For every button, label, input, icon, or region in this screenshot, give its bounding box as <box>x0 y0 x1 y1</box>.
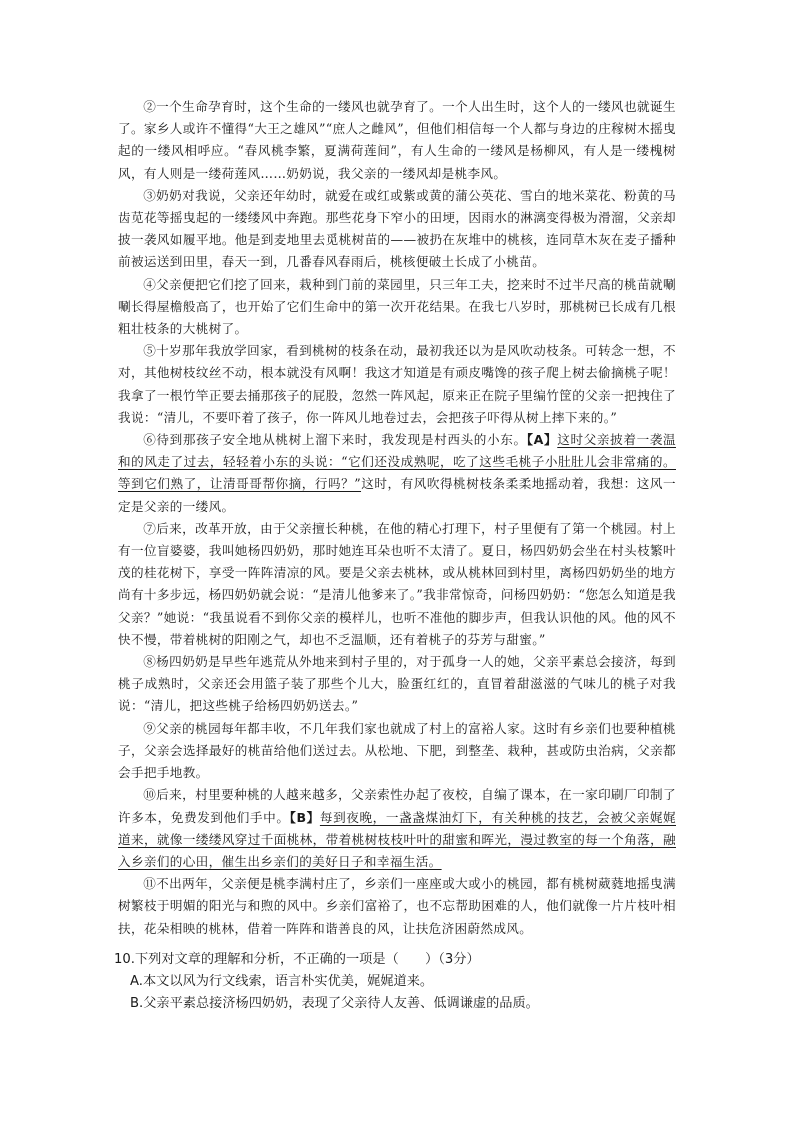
paragraph-4: ④父亲便把它们挖了回来，栽种到门前的菜园里，只三年工夫，挖来时不过半尺高的桃苗就唰唰长得屋檐般高了，也开始了它们生命中的第一次开花结果。在我七八岁时，那桃树已长成有几根粗壮枝条的大桃树了。 <box>118 276 676 337</box>
paragraph-2: ②一个生命孕育时，这个生命的一缕风也就孕育了。一个人出生时，这个人的一缕风也就诞生了。家乡人或许不懂得“大王之雄风”“庶人之雌风”，但他们相信每一个人都与身边的庄稼树木摇曳起的一缕风相呼应。“春风桃李繁，夏满荷莲间”，有人生命的一缕风是杨柳风，有人是一缕槐树风，有人则是一缕荷莲风……奶奶说，我父亲的一缕风却是桃李风。 <box>118 99 676 181</box>
question-10-stem: 10.下列对文章的理解和分析，不正确的一项是（ ）（3分） <box>114 952 480 967</box>
paragraph-6-outro: 这时，有风吹得桃树枝条柔柔地摇动着，我想：这风一定是父亲的一缕风。 <box>118 476 677 514</box>
marker-a: 【A】 <box>526 432 558 448</box>
option-a: A.本文以风为行文线索，语言朴实优美，娓娓道来。 <box>130 974 434 989</box>
paragraph-6-intro: ⑥待到那孩子安全地从桃树上溜下来时，我发现是村西头的小东。 <box>143 432 527 448</box>
marker-b: 【B】 <box>289 809 320 825</box>
reading-passage <box>118 96 676 940</box>
paragraph-5: ⑤十岁那年我放学回家，看到桃树的枝条在动，最初我还以为是风吹动枝条。可转念一想，不对，其他树枝纹丝不动，根本就没有风啊！我这才知道是有顽皮嘴馋的孩子爬上树去偷摘桃子呢！我拿了一根竹竿正要去捅那孩子的屁股，忽然一阵风起，原来正在院子里编竹筐的父亲一把拽住了我说：“清儿，不要吓着了孩子，你一阵风儿地卷过去，会把孩子吓得从树上摔下来的。” <box>118 343 676 425</box>
paragraph-9: ⑨父亲的桃园每年都丰收，不几年我们家也就成了村上的富裕人家。这时有乡亲们也要种植桃子，父亲会选择最好的桃苗给他们送过去。从松地、下肥，到整垄、栽种，甚或防虫治病，父亲都会手把手地教。 <box>118 720 676 781</box>
underlined-sentence-b: 每到夜晚，一盏盏煤油灯下，有关种桃的技艺，会被父亲娓娓道来，就像一缕缕风穿过千面桃林，带着桃树枝枝叶叶的甜蜜和晖光，漫过教室的每一个角落，融入乡亲们的心田，催生出乡亲们的美好日子和幸福生活。 <box>118 809 676 869</box>
paragraph-10 <box>118 784 676 873</box>
paragraph-3: ③奶奶对我说，父亲还年幼时，就爱在或红或紫或黄的蒲公英花、雪白的地米菜花、粉黄的马齿苋花等摇曳起的一缕缕风中奔跑。那些花身下窄小的田埂，因雨水的淋漓变得极为滑溜，父亲却披一袭风如履平地。他是到麦地里去觅桃树苗的——被扔在灰堆中的桃核，连同草木灰在麦子播种前被运送到田里，春天一到，几番春风春雨后，桃核便破土长成了小桃苗。 <box>118 187 676 270</box>
paragraph-10-intro: ⑩后来，村里要种桃的人越来越多，父亲索性办起了夜校，自编了课本，在一家印刷厂印制了许多本，免费发到他们手中。 <box>118 787 676 825</box>
paragraph-11: ⑪不出两年，父亲便是桃李满村庄了，乡亲们一座座或大或小的桃园，都有桃树葳蕤地摇曳满树繁枝于明媚的阳光与和煦的风中。乡亲们富裕了，也不忘帮助困难的人，他们就像一片片枝叶相扶，花朵相映的桃林，借着一阵阵和谐善良的风，让扶危济困蔚然成风。 <box>118 876 676 936</box>
question-block <box>114 949 694 1015</box>
underlined-sentence-a: 这时父亲披着一袭温和的风走了过去，轻轻着小东的头说：“它们还没成熟呢，吃了这些毛桃子小肚肚儿会非常痛的。等到它们熟了，让清哥哥帮你摘，行吗？” <box>118 432 676 492</box>
option-b: B.父亲平素总接济杨四奶奶，表现了父亲待人友善、低调谦虚的品质。 <box>130 996 539 1011</box>
paragraph-8: ⑧杨四奶奶是早些年逃荒从外地来到村子里的，对于孤身一人的她，父亲平素总会接济，每到桃子成熟时，父亲还会用篮子装了那些个儿大，脸蛋红红的，直冒着甜滋滋的气味儿的桃子对我说：“清儿，把这些桃子给杨四奶奶送去。” <box>118 654 676 714</box>
paragraph-6 <box>118 429 676 518</box>
paragraph-7: ⑦后来，改革开放，由于父亲擅长种桃，在他的精心打理下，村子里便有了第一个桃园。村上有一位盲婆婆，我叫她杨四奶奶，那时她连耳朵也听不太清了。夏日，杨四奶奶会坐在村头枝繁叶茂的桂花树下，享受一阵阵清凉的风。要是父亲去桃林，或从桃林回到村里，离杨四奶奶坐的地方尚有十多步远，杨四奶奶就会说：“是清儿他爹来了。”我非常惊奇，问杨四奶奶：“您怎么知道是我父亲？”她说：“我虽说看不到你父亲的模样儿，也听不准他的脚步声，但我认识他的风。他的风不快不慢，带着桃树的阳刚之气，却也不乏温顺，还有着桃子的芬芳与甜蜜。” <box>118 520 676 647</box>
